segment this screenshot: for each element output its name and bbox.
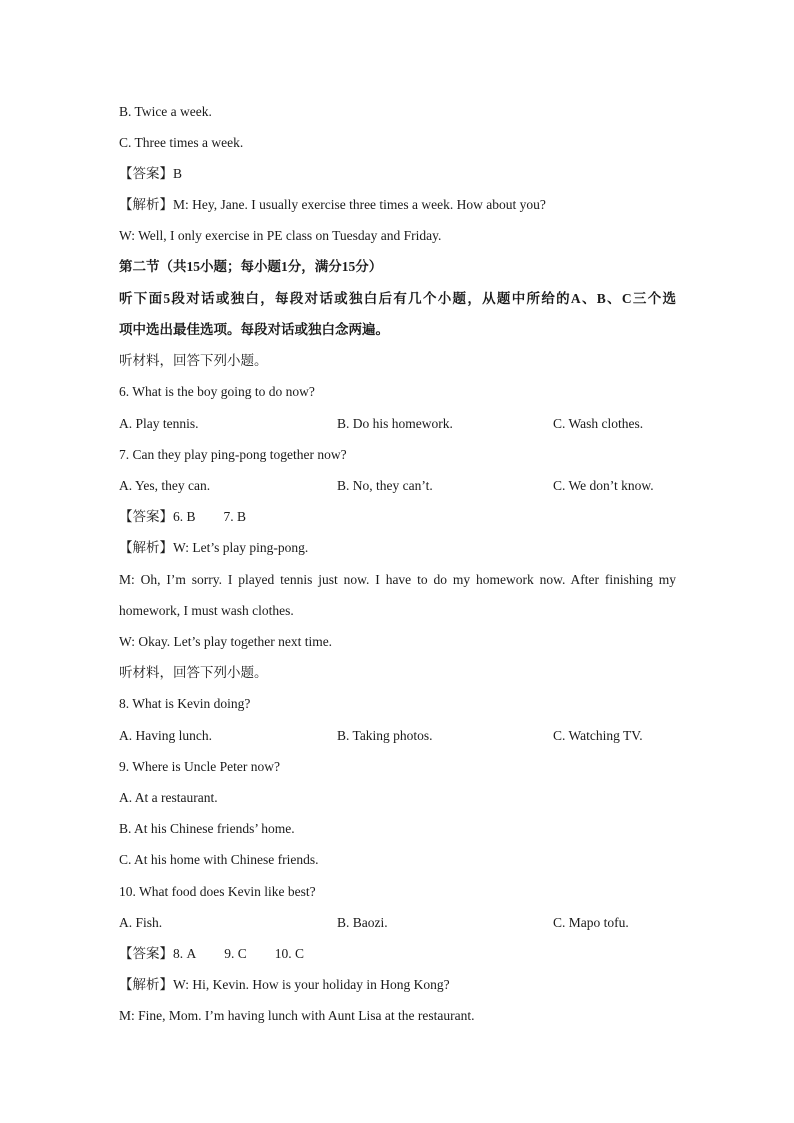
option-b: B. Do his homework. [337, 416, 453, 431]
instruction-line: 项中选出最佳选项。每段对话或独白念两遍。 [119, 322, 389, 337]
option-a: A. Having lunch. [119, 728, 212, 743]
option-c: C. We don’t know. [553, 478, 654, 493]
question-10: 10. What food does Kevin like best? [119, 884, 316, 899]
answer-line: 【答案】B [119, 166, 183, 181]
option-line: C. At his home with Chinese friends. [119, 852, 319, 867]
option-a: A. Fish. [119, 915, 163, 930]
option-b: B. No, they can’t. [337, 478, 433, 493]
answer-line [119, 508, 676, 526]
transcript-line: M: Fine, Mom. I’m having lunch with Aunt Lisa at the restaurant. [119, 1008, 475, 1023]
section-heading: 第二节（共15小题；每小题1分，满分15分） [119, 259, 383, 274]
question-6: 6. What is the boy going to do now? [119, 384, 315, 399]
answer-item: 7. B [223, 509, 247, 524]
instruction-line: 听下面5段对话或独白，每段对话或独白后有几个小题，从题中所给的A、B、C三个选 [119, 291, 676, 306]
answer-line [119, 945, 676, 963]
transcript-line: homework, I must wash clothes. [119, 603, 294, 618]
option-c: C. Wash clothes. [553, 416, 644, 431]
listen-prompt: 听材料，回答下列小题。 [119, 353, 268, 368]
transcript-line: M: Oh, I’m sorry. I played tennis just now. I have to do my homework now. After finishing my [119, 572, 676, 587]
option-line: A. At a restaurant. [119, 790, 218, 805]
option-line: B. Twice a week. [119, 104, 212, 119]
option-line: B. At his Chinese friends’ home. [119, 821, 295, 836]
answer-item: 6. B [173, 509, 196, 524]
answer-item: 8. A [173, 946, 197, 961]
question-7: 7. Can they play ping-pong together now? [119, 447, 347, 462]
listen-prompt: 听材料，回答下列小题。 [119, 665, 268, 680]
question-8: 8. What is Kevin doing? [119, 696, 251, 711]
option-line: C. Three times a week. [119, 135, 244, 150]
answer-label: 【答案】 [119, 946, 173, 961]
option-a: A. Play tennis. [119, 416, 199, 431]
option-b: B. Taking photos. [337, 728, 433, 743]
analysis-line: 【解析】W: Hi, Kevin. How is your holiday in Hong Kong? [119, 977, 450, 992]
option-c: C. Watching TV. [553, 728, 643, 743]
question-9: 9. Where is Uncle Peter now? [119, 759, 280, 774]
answer-label: 【答案】 [119, 509, 173, 524]
analysis-line: 【解析】M: Hey, Jane. I usually exercise three times a week. How about you? [119, 197, 546, 212]
option-a: A. Yes, they can. [119, 478, 211, 493]
answer-item: 9. C [224, 946, 247, 961]
option-c: C. Mapo tofu. [553, 915, 629, 930]
analysis-line: 【解析】W: Let’s play ping-pong. [119, 540, 309, 555]
transcript-line: W: Okay. Let’s play together next time. [119, 634, 333, 649]
option-b: B. Baozi. [337, 915, 388, 930]
answer-item: 10. C [274, 946, 305, 961]
transcript-line: W: Well, I only exercise in PE class on Tuesday and Friday. [119, 228, 442, 243]
